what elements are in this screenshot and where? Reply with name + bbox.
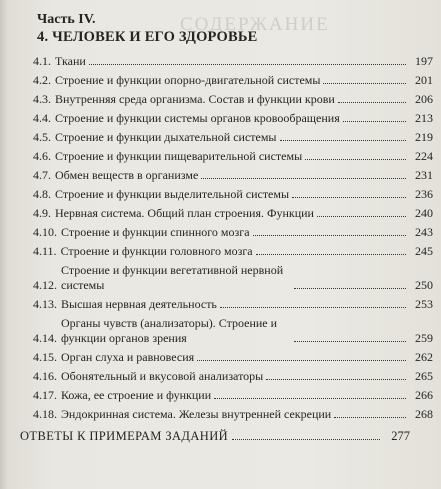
page-binding-shadow [0,0,8,489]
toc-entry-number: 4.17. [33,388,57,402]
toc-entry-number: 4.3. [33,92,51,106]
dot-leader [253,235,406,236]
chapter-heading: 4. ЧЕЛОВЕК И ЕГО ЗДОРОВЬЕ [37,29,258,45]
toc-entry [33,88,433,107]
dot-leader [294,288,406,289]
dot-leader [201,178,406,179]
dot-leader [343,121,406,122]
table-of-contents [33,50,433,422]
toc-entry-number: 4.10. [33,225,57,239]
toc-entry-page: 224 [415,149,433,163]
toc-entry-page: 250 [415,278,433,292]
toc-entry [33,107,433,126]
toc-entry-title: Кожа, ее строение и функции [61,388,212,402]
dot-leader [323,83,406,84]
toc-entry-page: 197 [415,54,433,68]
toc-entry-title: Эндокринная система. Железы внутренней секреции [61,407,332,421]
toc-entry-page: 201 [415,73,433,87]
toc-entry-page: 268 [415,407,433,421]
toc-entry-number: 4.1. [33,54,51,68]
answers-title: ОТВЕТЫ К ПРИМЕРАМ ЗАДАНИЙ [20,429,229,443]
answers-page: 277 [391,429,410,443]
toc-entry-number: 4.2. [33,73,51,87]
toc-entry-number: 4.8. [33,187,51,201]
toc-entry-number: 4.15. [33,350,57,364]
toc-entry-page: 213 [415,111,433,125]
toc-entry-title: Строение и функции вегетативной нервной системы [61,263,284,292]
toc-entry-title: Строение и функции дыхательной системы [55,130,277,144]
toc-entry [33,312,433,346]
toc-entry [33,50,433,69]
toc-entry-page: 265 [415,369,433,383]
toc-entry-number: 4.4. [33,111,51,125]
toc-entry [33,202,433,221]
toc-entry-number: 4.16. [33,369,57,383]
toc-entry-title: Строение и функции пищеварительной системы [55,149,303,163]
toc-entry-page: 245 [415,244,433,258]
dot-leader [280,140,407,141]
toc-entry-page: 206 [415,92,433,106]
answers-entry [20,429,410,444]
toc-entry-title: Строение и функции опорно-двигательной системы [55,73,321,87]
toc-entry-page: 243 [415,225,433,239]
toc-entry [33,183,433,202]
toc-entry-title: Внутренняя среда организма. Состав и функции крови [55,92,335,106]
toc-entry-page: 240 [415,206,433,220]
toc-entry-title: Обонятельный и вкусовой анализаторы [61,369,264,383]
dot-leader [232,439,380,440]
toc-entry [33,259,433,293]
toc-entry-title: Строение и функции выделительной системы [55,187,290,201]
dot-leader [266,379,406,380]
toc-entry-page: 236 [415,187,433,201]
toc-entry-page: 266 [415,388,433,402]
toc-entry [33,126,433,145]
toc-entry-title: Орган слуха и равновесия [61,350,195,364]
toc-entry-title: Нервная система. Общий план строения. Функции [55,206,314,220]
toc-entry-number: 4.6. [33,149,51,163]
dot-leader [305,159,406,160]
part-heading: Часть IV. [37,12,96,27]
toc-entry-title: Ткани [55,54,86,68]
toc-entry-page: 259 [415,331,433,345]
dot-leader [89,64,406,65]
toc-entry [33,346,433,365]
toc-entry [33,164,433,183]
watermark-heading: СОДЕРЖАНИЕ [180,14,330,35]
toc-entry [33,240,433,259]
toc-entry [33,221,433,240]
dot-leader [256,254,406,255]
toc-entry [33,293,433,312]
toc-entry-page: 253 [415,297,433,311]
dot-leader [214,398,406,399]
toc-entry [33,365,433,384]
toc-entry-number: 4.11. [33,244,57,258]
toc-entry-title: Органы чувств (анализаторы). Строение и функции органов зрения [61,316,278,345]
toc-entry [33,403,433,422]
toc-entry [33,69,433,88]
toc-entry-title: Строение и функции головного мозга [60,244,253,258]
toc-entry-page: 219 [415,130,433,144]
toc-entry-number: 4.7. [33,168,51,182]
dot-leader [334,417,406,418]
toc-entry [33,145,433,164]
dot-leader [292,197,406,198]
dot-leader [294,341,406,342]
dot-leader [338,102,406,103]
toc-entry-title: Обмен веществ в организме [55,168,199,182]
toc-entry-page: 231 [415,168,433,182]
toc-entry-number: 4.14. [33,331,57,345]
toc-entry-number: 4.13. [33,297,57,311]
toc-entry-number: 4.9. [33,206,51,220]
toc-entry-title: Строение и функции системы органов кровообращения [55,111,340,125]
dot-leader [197,360,406,361]
toc-entry-title: Высшая нервная деятельность [61,297,217,311]
toc-entry-number: 4.18. [33,407,57,421]
toc-entry-number: 4.12. [33,278,57,292]
dot-leader [317,216,406,217]
toc-entry-page: 262 [415,350,433,364]
toc-entry-title: Строение и функции спинного мозга [61,225,250,239]
toc-entry [33,384,433,403]
dot-leader [220,307,406,308]
toc-entry-number: 4.5. [33,130,51,144]
